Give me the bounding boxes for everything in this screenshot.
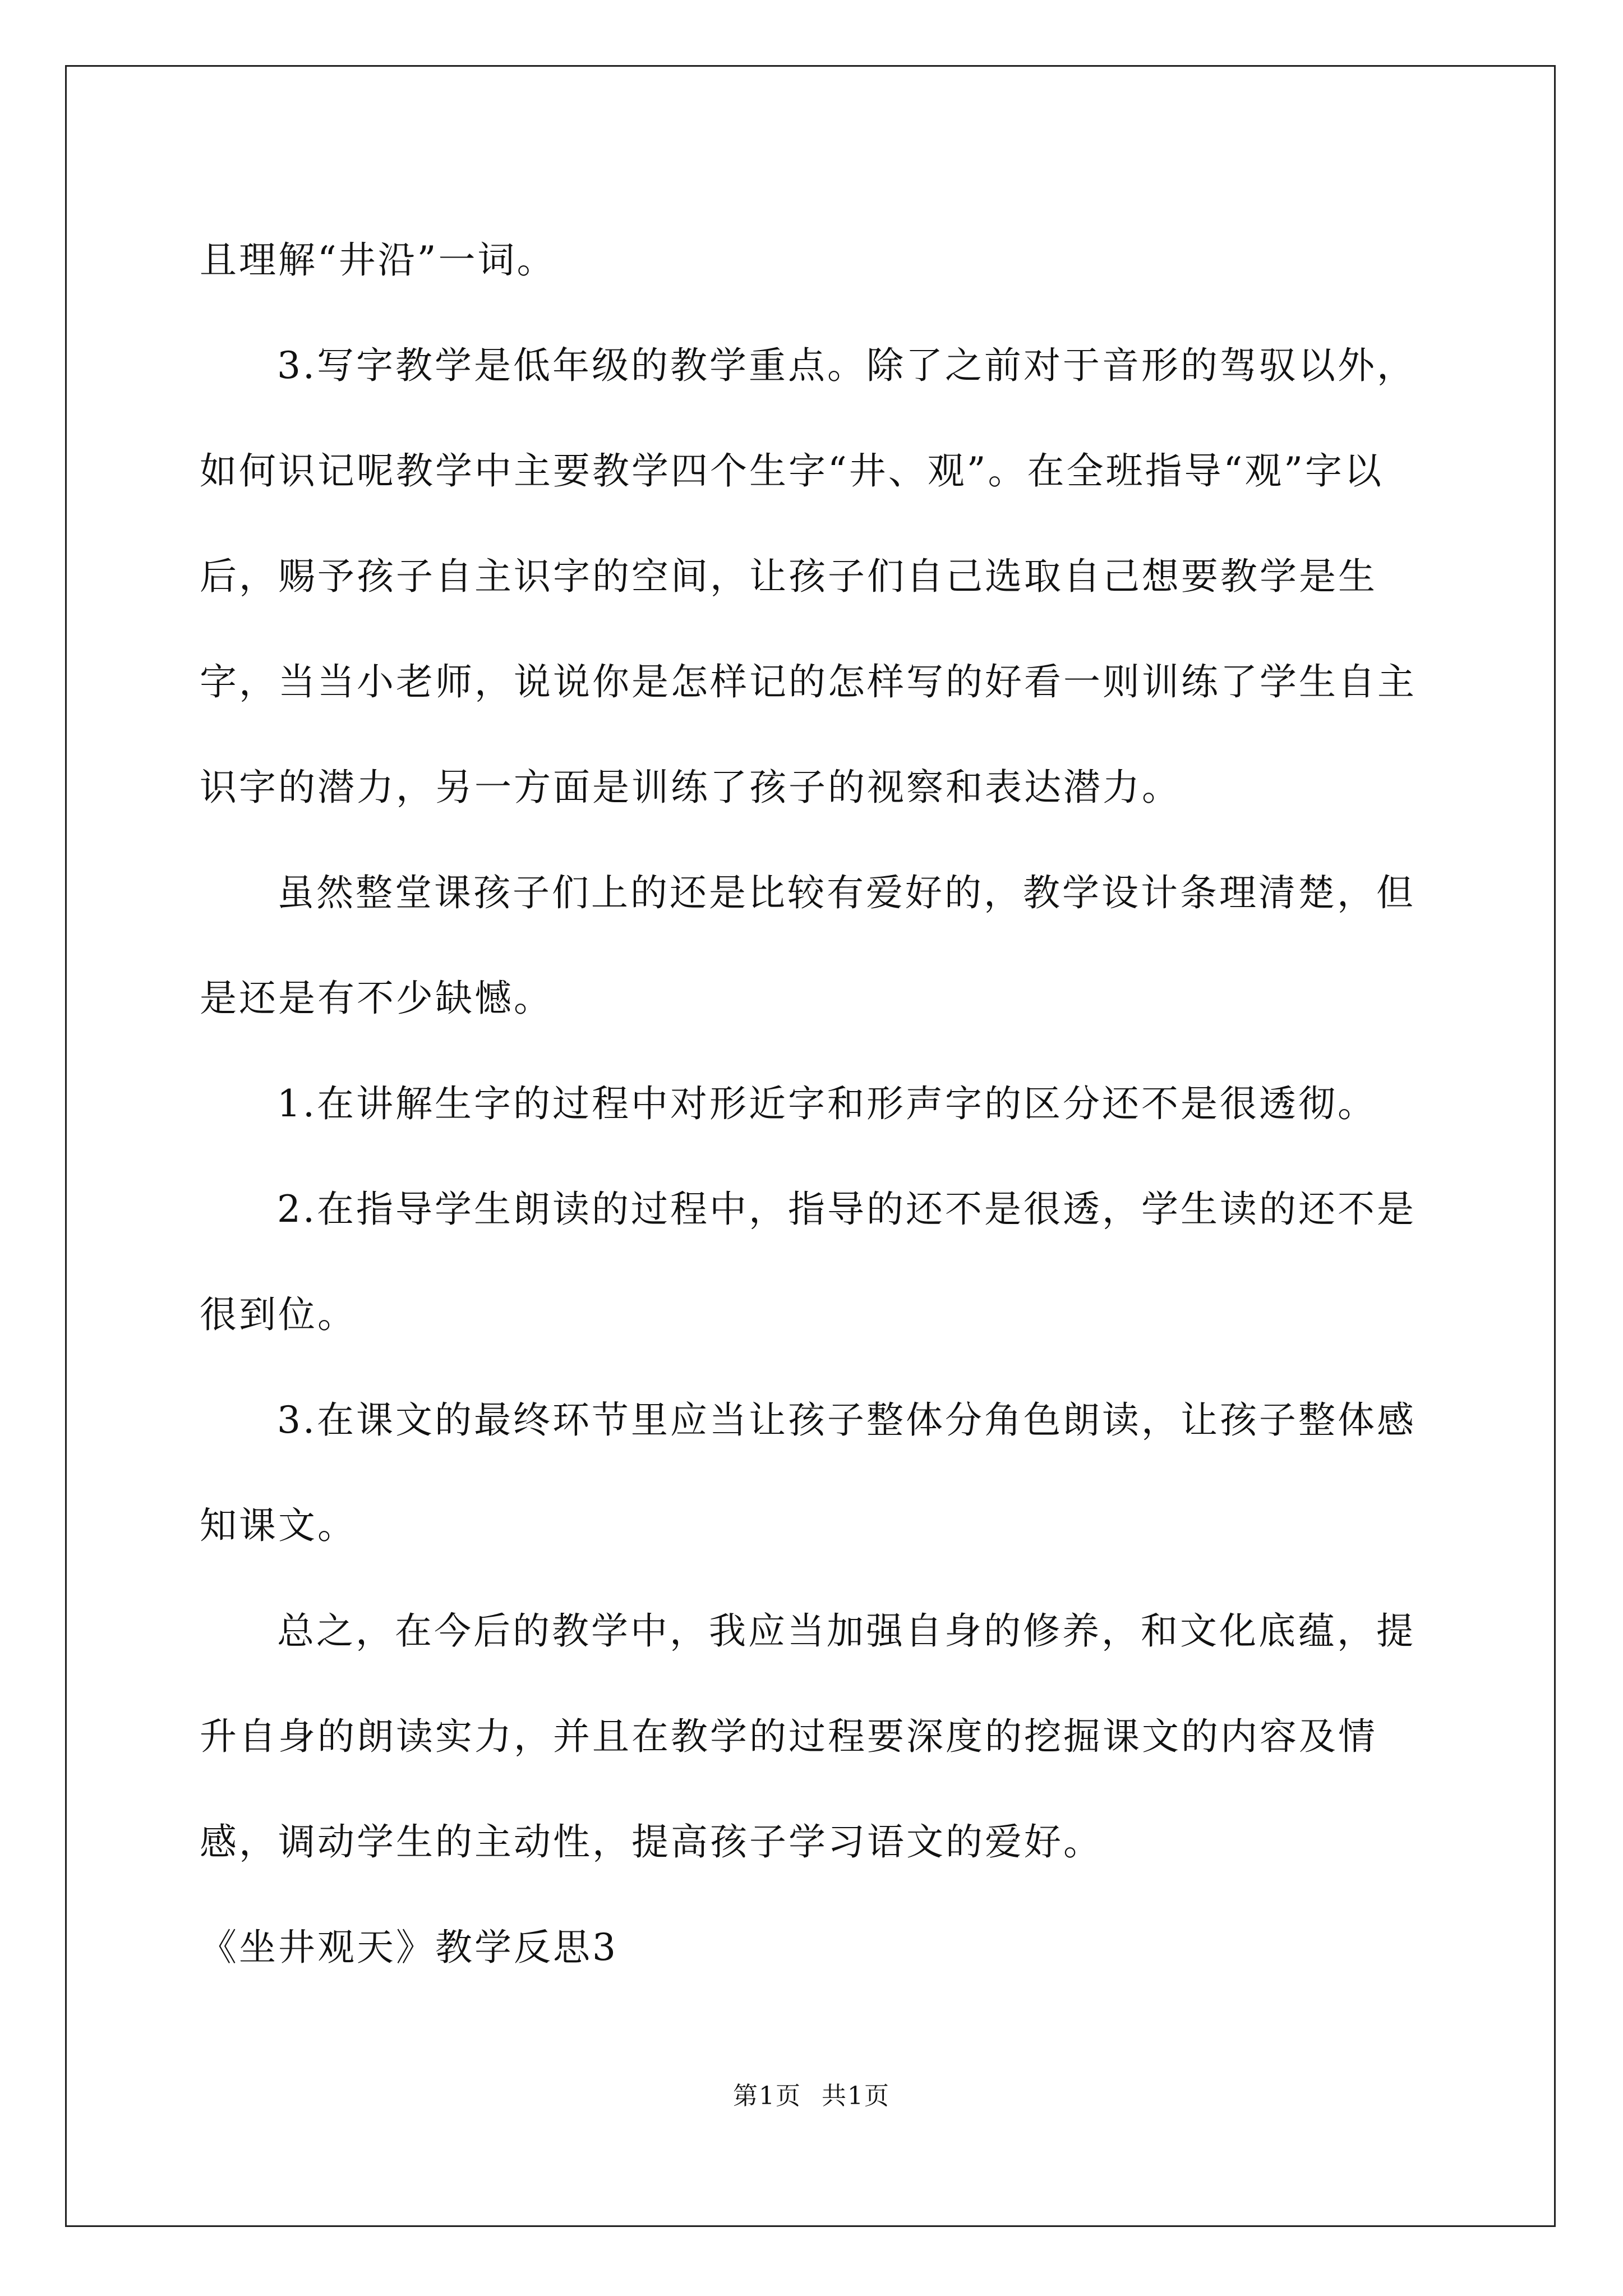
paragraph-6: 3.在课文的最终环节里应当让孩子整体分角色朗读，让孩子整体感知课文。 — [200, 1398, 1416, 1547]
paragraph-4: 1.在讲解生字的过程中对形近字和形声字的区分还不是很透彻。 — [277, 1082, 1377, 1125]
paragraph-3: 虽然整堂课孩子们上的还是比较有爱好的，教学设计条理清楚，但是还是有不少缺憾。 — [200, 871, 1415, 1020]
paragraph-2: 3.写字教学是低年级的教学重点。除了之前对于音形的驾驭以外，如何识记呢教学中主要教学四个生字“井、观”。在全班指导“观”字以后，赐予孩子自主识字的空间，让孩子们自己选取自己想要教学是生字，当当小老师，说说你是怎样记的怎样写的好看一则训练了学生自主识字的潜力，另一方面是训练了孩子的视察和表达潜力。 — [200, 344, 1417, 809]
document-body — [200, 208, 1428, 2000]
paragraph-5: 2.在指导学生朗读的过程中，指导的还不是很透，学生读的还不是很到位。 — [200, 1188, 1416, 1336]
page-footer — [0, 2076, 1623, 2111]
section-heading: 《坐井观天》教学反思3 — [200, 1926, 618, 1969]
paragraph-1: 且理解“井沿”一词。 — [200, 238, 556, 282]
page-number: 第1页 — [733, 2082, 801, 2110]
paragraph-7: 总之，在今后的教学中，我应当加强自身的修养，和文化底蕴，提升自身的朗读实力，并且在教学的过程要深度的挖掘课文的内容及情感，调动学生的主动性，提高孩子学习语文的爱好。 — [200, 1609, 1415, 1864]
page-total: 共1页 — [822, 2082, 890, 2110]
